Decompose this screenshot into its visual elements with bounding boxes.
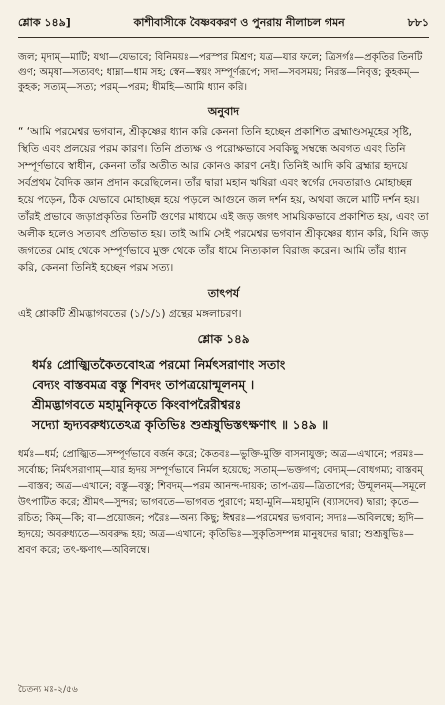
purport-text: এই শ্লোকটি শ্রীমদ্ভাগবতের (১/১/১) গ্রন্থের মঙ্গলাচরণ।: [18, 308, 242, 320]
verse-line: সদ্যো হৃদ্যবরুধ্যতেঽত্র কৃতিভিঃ শুশ্রূষুভিস্তৎক্ষণাৎ ॥ ১৪৯ ॥: [32, 417, 329, 432]
translation-heading: অনুবাদ: [207, 105, 240, 118]
verse-line: ধর্মঃ প্রোজ্ঝিতকৈতবোঽত্র পরমো নির্মৎসরাণাং সতাং: [32, 357, 286, 372]
purport-heading: তাৎপর্য: [207, 287, 240, 300]
verse-line: বেদ্যং বাস্তবমত্র বস্তু শিবদং তাপত্রয়োন্মূলনম্ ।: [32, 377, 255, 392]
verse-reference: শ্লোক ১৪৯]: [18, 16, 71, 29]
verse-line: শ্রীমদ্ভাগবতে মহামুনিকৃতে কিংবাপরৈরীশ্বরঃ: [32, 397, 242, 412]
page-footer: চৈতন্য মঃ-২/৫৬: [18, 685, 78, 695]
sanskrit-verse: [18, 355, 429, 435]
page-header: [18, 14, 429, 38]
translation-text: “ ‘আমি পরমেশ্বর ভগবান, শ্রীকৃষ্ণের ধ্যান করি কেননা তিনি হচ্ছেন প্রকাশিত ব্রহ্মাণ্ডসমূহের সৃষ্টি, স্থিতি এবং প্রলয়ের পরম কারণ। তিনি প্রত্যক্ষ ও পরোক্ষভাবে সবকিছু সম্বন্ধে অবগত এবং তিনি সম্পূর্ণভাবে স্বাধীন, কেননা তাঁর অতীত আর কোনও কারণ নেই। তিনিই আদি কবি ব্রহ্মার হৃদয়ে সর্বপ্রথম বৈদিক জ্ঞান প্রদান করেছিলেন। তাঁর দ্বারা মহান ঋষিরা এবং স্বর্গের দেবতারাও মোহাচ্ছন্ন হয়ে পড়েন, ঠিক যেভাবে মোহাচ্ছন্ন হয়ে পড়লে আগুনে জল দর্শন হয়, অথবা জলে মাটি দর্শন হয়। তাঁরই প্রভাবে জড়াপ্রকৃতির তিনটি গুণের মাধ্যমে এই জড় জগৎ সাময়িকভাবে প্রকাশিত হয়, এবং তা অলীক হলেও সত্যবৎ প্রতিভাত হয়। তাই আমি সেই পরমেশ্বর ভগবান শ্রীকৃষ্ণের ধ্যান করি, যিনি জড় জগতের মোহ থেকে সম্পূর্ণভাবে মুক্ত থেকে তাঁর ধামে নিত্যকাল বিরাজ করেন। আমি তাঁর ধ্যান করি, কেননা তিনিই হচ্ছেন পরম সত্য।: [18, 126, 429, 274]
page-number: ৮৮১: [407, 16, 429, 29]
verse-heading: শ্লোক ১৪৯: [197, 332, 250, 346]
word-meanings-bottom: ধর্মঃ—ধর্ম; প্রোজ্ঝিত—সম্পূর্ণভাবে বর্জন করে; কৈতবঃ—ভুক্তি-মুক্তি বাসনাযুক্ত; অত্র—এখানে; পরমঃ—সর্বোচ্চ; নির্মৎসরাণাম্—যার হৃদয় সম্পূর্ণভাবে নির্মল হয়েছে; সতাম্—ভক্তগণ; বেদ্যম্—বোধগম্য; বাস্তবম্—বাস্তব; অত্র—এখানে; বস্তু—বস্তু; শিবদম্—পরম আনন্দ-দায়ক; তাপ-ত্রয়—ত্রিতাপের; উন্মূলনম্—সমূলে উৎপাটিত করে; শ্রীমৎ—সুন্দর; ভাগবতে—ভাগবত পুরাণে; মহা-মুনি—মহামুনি (ব্যাসদেব) দ্বারা; কৃতে—রচিত; কিম্—কি; বা—প্রয়োজন; পরৈঃ—অন্য কিছু; ঈশ্বরঃ—পরমেশ্বর ভগবান; সদ্যঃ—অবিলম্বে; হৃদি—হৃদয়ে; অবরুধ্যতে—অবরুদ্ধ হয়; অত্র—এখানে; কৃতিভিঃ—সুকৃতিসম্পন্ন মানুষদের দ্বারা; শুশ্রূষুভিঃ—শ্রবণ করে; তৎ-ক্ষণাৎ—অবিলম্বে।: [18, 449, 426, 556]
chapter-title: কাশীবাসীকে বৈষ্ণবকরণ ও পুনরায় নীলাচল গমন: [133, 16, 345, 29]
word-meanings-top: জল; মৃদাম্—মাটি; যথা—যেভাবে; বিনিময়ঃ—পরস্পর মিশ্রণ; যত্র—যার ফলে; ত্রিসর্গঃ—প্রকৃতির তিনটি গুণ; অমৃষা—সত্যবৎ; ধাম্না—ধাম সহ; স্বেন—স্বয়ং সম্পূর্ণরূপে; সদা—সবসময়; নিরস্ত—নিবৃত্ত; কুহকম্—কুহক; সত্যম্—সত্য; পরম্—পরম; ধীমহি—আমি ধ্যান করি।: [18, 52, 423, 93]
